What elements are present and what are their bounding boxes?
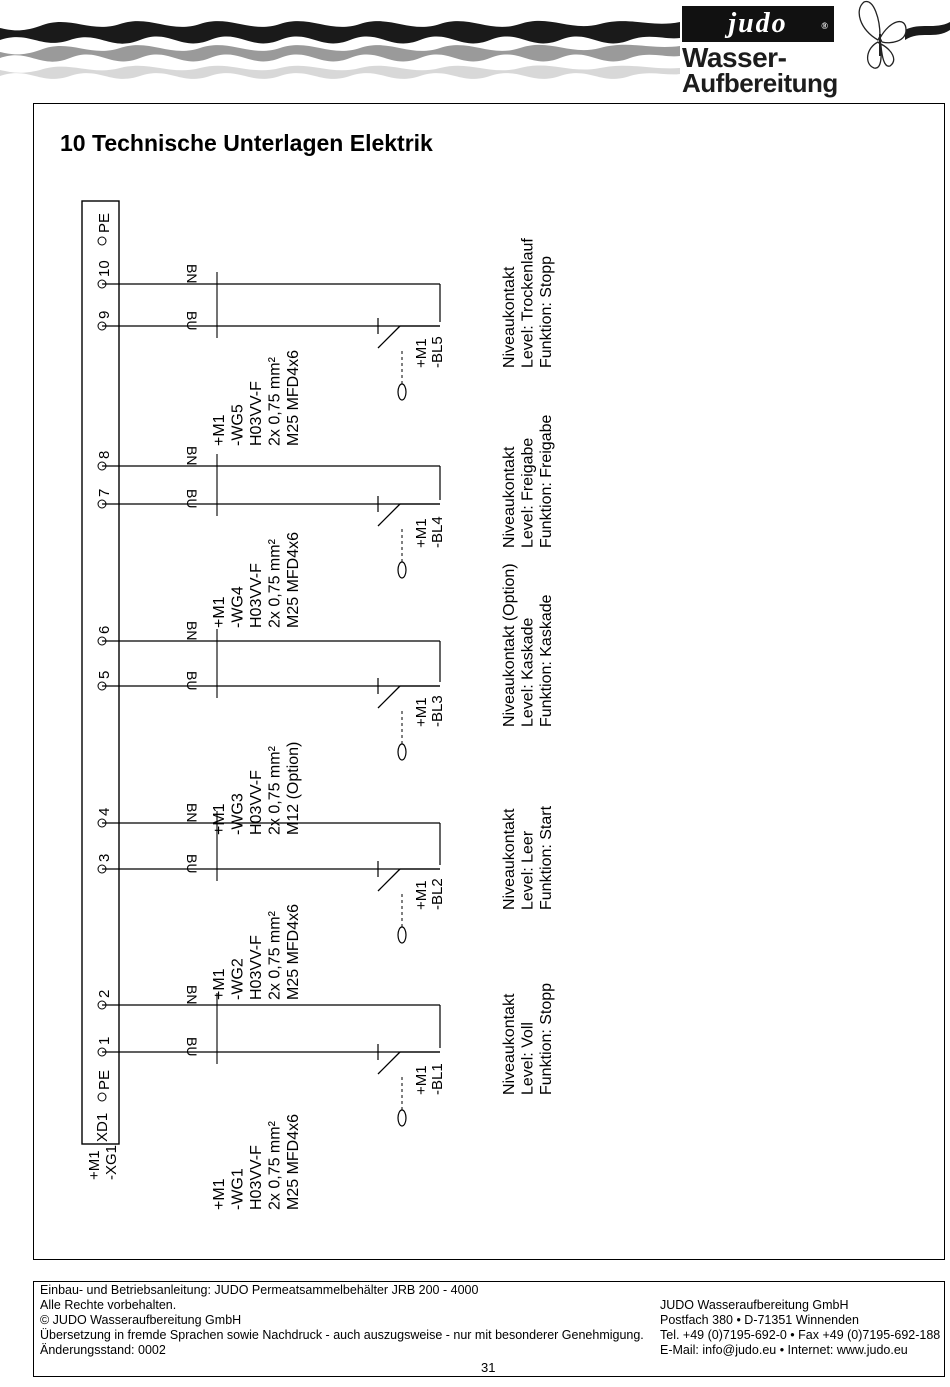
device-label-m1: +M1	[86, 1150, 103, 1180]
circuit-5-sensor-label-bl: -BL5	[429, 336, 446, 368]
footer-phone: Tel. +49 (0)7195-692-0 • Fax +49 (0)7195-692-188	[660, 1328, 941, 1342]
circuit-1-float-icon	[398, 1110, 406, 1126]
circuit-5-description-line-3: Funktion: Stopp	[538, 255, 555, 368]
registered-mark: ®	[821, 21, 830, 31]
circuit-3-wire-bn-label: BN	[184, 621, 200, 641]
circuit-3-contact-blade	[378, 686, 400, 708]
circuit-3-wire-bu-label: BU	[184, 671, 200, 691]
circuit-4-wire-bu-label: BU	[184, 489, 200, 509]
circuit-1-terminal-label-1: 1	[96, 1036, 113, 1045]
circuit-4-contact-blade	[378, 504, 400, 526]
circuit-2-contact-blade	[378, 869, 400, 891]
circuit-4-float-icon	[398, 562, 406, 578]
footer-manual-title: Einbau- und Betriebsanleitung: JUDO Permeatsammelbehälter JRB 200 - 4000	[40, 1283, 479, 1297]
circuit-2-sensor-label-m1: +M1	[413, 880, 430, 910]
circuit-5-cable-line-4: 2x 0,75 mm²	[266, 357, 284, 446]
circuit-5-terminal-label-9: 9	[96, 310, 113, 319]
page-title: 10 Technische Unterlagen Elektrik	[60, 130, 433, 156]
circuit-1-contact-blade	[378, 1052, 400, 1074]
circuit-5-cable-line-1: +M1	[211, 414, 228, 446]
circuit-2-cable-line-2: -WG2	[229, 958, 247, 1000]
footer-revision: Änderungsstand: 0002	[40, 1343, 166, 1357]
terminal-pe-top	[98, 237, 106, 245]
footer-contact: E-Mail: info@judo.eu • Internet: www.judo.eu	[660, 1343, 908, 1357]
circuit-5-description-line-2: Level: Trockenlauf	[519, 238, 537, 368]
device-label-xg1: -XG1	[103, 1144, 120, 1180]
circuit-4-wire-bn-label: BN	[184, 446, 200, 466]
circuit-2-cable-line-1: +M1	[211, 968, 228, 1000]
circuit-5-sensor-label-m1: +M1	[413, 338, 430, 368]
circuit-3-sensor-label-bl: -BL3	[429, 695, 446, 727]
circuit-1-sensor-label-bl: -BL1	[429, 1063, 446, 1095]
circuit-2-wire-bu-label: BU	[184, 854, 200, 874]
circuit-3-float-icon	[398, 744, 406, 760]
circuit-3-description-line-3: Funktion: Kaskade	[538, 594, 555, 727]
circuit-2-terminal-label-4: 4	[96, 807, 113, 816]
circuit-2-cable-line-4: 2x 0,75 mm²	[266, 911, 284, 1000]
circuit-2-description-line-3: Funktion: Start	[538, 805, 555, 910]
circuit-4-cable-line-2: -WG4	[229, 586, 247, 628]
circuit-2-description-line-1: Niveaukontakt	[501, 808, 518, 910]
circuit-1-description-line-1: Niveaukontakt	[501, 993, 518, 1095]
circuit-4-description-line-1: Niveaukontakt	[501, 446, 518, 548]
footer-rights: Alle Rechte vorbehalten.	[40, 1298, 177, 1312]
circuit-3-cable-line-5: M12 (Option)	[285, 741, 302, 835]
circuit-1-cable-line-5: M25 MFD4x6	[285, 1113, 302, 1210]
circuit-3-terminal-label-5: 5	[96, 670, 113, 679]
pe-label-bottom: PE	[96, 1069, 113, 1090]
logo-line-wasser: Wasser-	[682, 42, 787, 73]
circuit-1-description-line-2: Level: Voll	[519, 1022, 537, 1095]
circuit-1-wire-bn-label: BN	[184, 985, 200, 1005]
circuit-4-terminal-label-8: 8	[96, 450, 113, 459]
circuit-2-description-line-2: Level: Leer	[519, 830, 537, 910]
circuit-1-cable-line-2: -WG1	[229, 1168, 247, 1210]
circuit-1-description-line-3: Funktion: Stopp	[538, 982, 555, 1095]
circuit-1-cable-line-1: +M1	[211, 1178, 228, 1210]
circuit-3-cable-line-4: 2x 0,75 mm²	[266, 746, 284, 835]
circuit-5-cable-line-2: -WG5	[229, 404, 247, 446]
circuit-5-float-icon	[398, 384, 406, 400]
circuit-5-terminal-label-10: 10	[96, 260, 113, 277]
circuit-4-terminal-label-7: 7	[96, 488, 113, 497]
circuit-2-float-icon	[398, 927, 406, 943]
circuit-2-sensor-label-bl: -BL2	[429, 878, 446, 910]
circuit-2-terminal-label-3: 3	[96, 853, 113, 862]
circuit-4-cable-line-1: +M1	[211, 596, 228, 628]
circuit-4-sensor-label-m1: +M1	[413, 518, 430, 548]
page-number: 31	[481, 1360, 496, 1375]
circuit-5-cable-line-3: H03VV-F	[248, 381, 265, 446]
circuit-5-contact-blade	[378, 326, 400, 348]
circuit-1-cable-line-4: 2x 0,75 mm²	[266, 1121, 284, 1210]
circuit-4-cable-line-3: H03VV-F	[248, 563, 265, 628]
circuit-3-sensor-label-m1: +M1	[413, 697, 430, 727]
circuit-3-description-line-2: Level: Kaskade	[519, 617, 537, 727]
circuit-4-description-line-3: Funktion: Freigabe	[538, 414, 555, 548]
circuit-1-terminal-label-2: 2	[96, 989, 113, 998]
logo-wordmark-text: judo	[728, 8, 788, 39]
circuit-1-wire-bu-label: BU	[184, 1037, 200, 1057]
footer-copyright: © JUDO Wasseraufbereitung GmbH	[40, 1313, 242, 1327]
circuit-2-cable-line-3: H03VV-F	[248, 935, 265, 1000]
circuit-3-cable-line-1: +M1	[211, 803, 228, 835]
circuit-5-cable-line-5: M25 MFD4x6	[285, 349, 302, 446]
circuit-5-wire-bn-label: BN	[184, 264, 200, 284]
circuit-3-terminal-label-6: 6	[96, 625, 113, 634]
circuit-4-sensor-label-bl: -BL4	[429, 516, 446, 548]
circuit-4-description-line-2: Level: Freigabe	[519, 437, 537, 548]
circuit-4-cable-line-5: M25 MFD4x6	[285, 531, 302, 628]
circuit-1-sensor-label-m1: +M1	[413, 1065, 430, 1095]
footer-postal: Postfach 380 • D-71351 Winnenden	[660, 1313, 859, 1327]
footer	[33, 1281, 945, 1377]
circuit-5-wire-bu-label: BU	[184, 311, 200, 331]
terminal-strip-label: XD1	[94, 1112, 111, 1142]
circuit-3-cable-line-3: H03VV-F	[248, 770, 265, 835]
footer-translation-note: Übersetzung in fremde Sprachen sowie Nachdruck - auch auszugsweise - nur mit besonderer Genehmigung.	[40, 1328, 644, 1342]
footer-company: JUDO Wasseraufbereitung GmbH	[660, 1298, 849, 1312]
circuit-2-cable-line-5: M25 MFD4x6	[285, 903, 302, 1000]
circuit-2-wire-bn-label: BN	[184, 803, 200, 823]
circuit-1-cable-line-3: H03VV-F	[248, 1145, 265, 1210]
circuit-5-description-line-1: Niveaukontakt	[501, 266, 518, 368]
logo-line-aufbereitung: Aufbereitung	[682, 68, 838, 98]
circuit-3-description-line-1: Niveaukontakt (Option)	[501, 563, 518, 727]
pe-label-top: PE	[96, 212, 113, 233]
circuit-3-cable-line-2: -WG3	[229, 793, 247, 835]
circuit-4-cable-line-4: 2x 0,75 mm²	[266, 539, 284, 628]
terminal-pe-bottom	[98, 1093, 106, 1101]
